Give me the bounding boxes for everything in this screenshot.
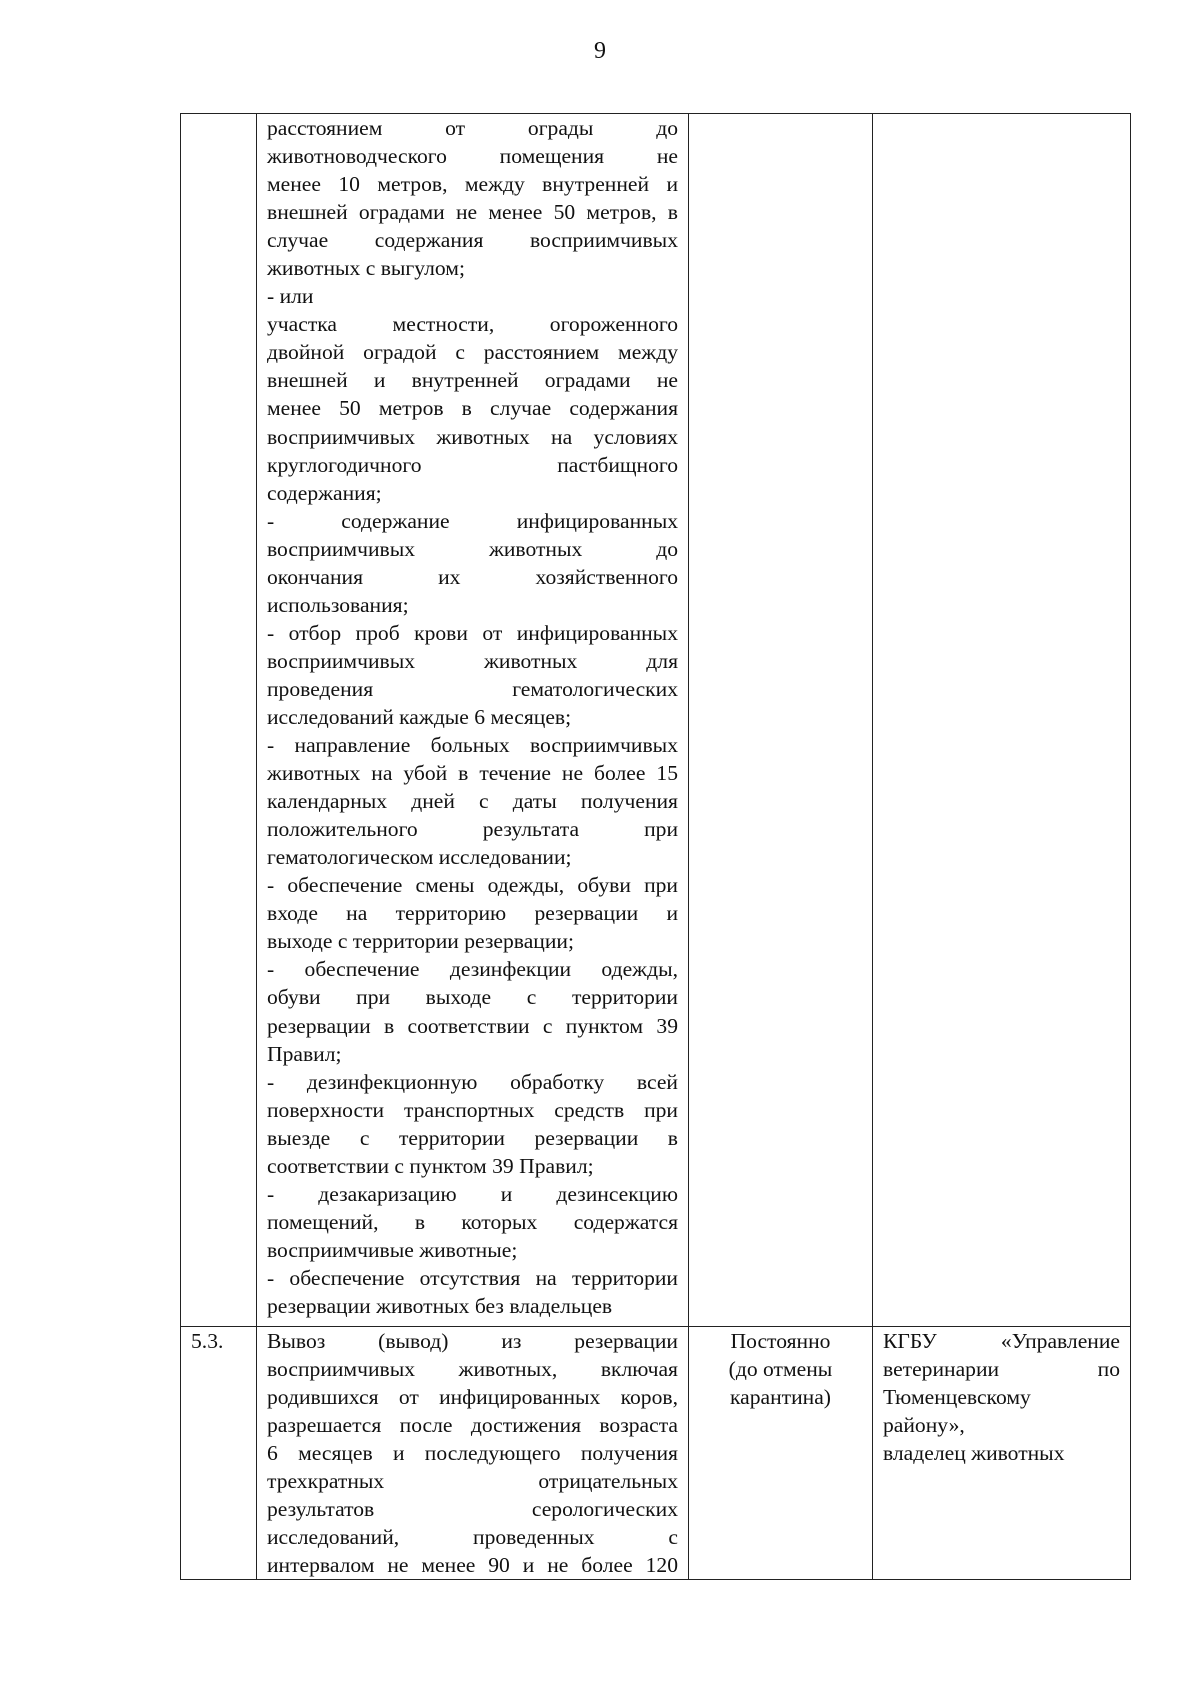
text-line: восприимчивых животных для xyxy=(267,648,678,673)
text-line: расстоянием от ограды до xyxy=(267,116,678,140)
text-line: - дезинфекционную обработку всей xyxy=(267,1069,678,1094)
text-line: менее 50 метров в случае содержания xyxy=(267,396,678,421)
text-line: резервации в соответствии с пунктом 39 xyxy=(267,1013,678,1038)
text-line: исследований каждые 6 месяцев; xyxy=(267,704,572,729)
text-line: участка местности, огороженного xyxy=(267,312,678,337)
text-line: восприимчивых животных до xyxy=(267,536,678,561)
text-line: 6 месяцев и последующего получения xyxy=(267,1441,678,1466)
responsible-line: ветеринарии по xyxy=(883,1357,1120,1382)
table-row xyxy=(181,114,1131,1327)
text-line: трехкратных отрицательных xyxy=(267,1469,678,1494)
text-line: восприимчивые животные; xyxy=(267,1237,518,1262)
term-line: карантина) xyxy=(729,1385,831,1410)
measures-table xyxy=(180,113,1131,1580)
responsible-cell xyxy=(873,114,1131,1327)
text-line: положительного результата при xyxy=(267,817,678,842)
text-line: содержания; xyxy=(267,480,382,505)
text-line: - направление больных восприимчивых xyxy=(267,733,678,758)
text-line: - отбор проб крови от инфицированных xyxy=(267,620,678,645)
responsible-line: владелец животных xyxy=(883,1441,1065,1466)
text-line: животноводческого помещения не xyxy=(267,144,678,169)
term-cell xyxy=(689,114,873,1327)
term-line: (до отмены xyxy=(728,1357,833,1382)
text-line: восприимчивых животных, включая xyxy=(267,1357,678,1382)
text-line: животных с выгулом; xyxy=(267,256,465,281)
text-line: менее 10 метров, между внутренней и xyxy=(267,172,678,197)
text-line: восприимчивых животных на условиях xyxy=(267,424,678,449)
text-line: поверхности транспортных средств при xyxy=(267,1097,678,1122)
text-line: резервации животных без владельцев xyxy=(267,1293,613,1318)
text-line: обуви при выходе с территории xyxy=(267,985,678,1010)
text-line: выезде с территории резервации в xyxy=(267,1125,678,1150)
text-line: двойной оградой с расстоянием между xyxy=(267,340,678,365)
responsible-line: Тюменцевскому xyxy=(883,1385,1031,1410)
text-line: выходе с территории резервации; xyxy=(267,929,574,954)
text-line: родившихся от инфицированных коров, xyxy=(267,1385,678,1410)
responsible-line: КГБУ «Управление xyxy=(883,1329,1120,1353)
text-line: календарных дней с даты получения xyxy=(267,789,678,814)
term-cell xyxy=(689,1327,873,1580)
text-line: - содержание инфицированных xyxy=(267,508,678,533)
table-row xyxy=(181,1327,1131,1580)
term-line: Постоянно xyxy=(730,1329,831,1353)
text-line: внешней и внутренней оградами не xyxy=(267,368,678,393)
item-number-cell xyxy=(181,114,257,1327)
text-line: круглогодичного пастбищного xyxy=(267,452,678,477)
text-line: внешней оградами не менее 50 метров, в xyxy=(267,200,678,225)
text-line: - обеспечение смены одежды, обуви при xyxy=(267,873,678,898)
text-line: случае содержания восприимчивых xyxy=(267,228,678,253)
text-line: животных на убой в течение не более 15 xyxy=(267,761,678,786)
text-line: использования; xyxy=(267,592,409,617)
text-line: помещений, в которых содержатся xyxy=(267,1209,678,1234)
responsible-cell xyxy=(873,1327,1131,1580)
text-line: разрешается после достижения возраста xyxy=(267,1413,678,1438)
text-line: Вывоз (вывод) из резервации xyxy=(267,1329,678,1353)
text-line: гематологическом исследовании; xyxy=(267,845,572,870)
measure-text-cell xyxy=(257,114,689,1327)
text-line: исследований, проведенных с xyxy=(267,1525,678,1550)
text-line: входе на территорию резервации и xyxy=(267,901,678,926)
measure-text-cell xyxy=(257,1327,689,1580)
item-number-cell: 5.3. xyxy=(181,1327,257,1580)
text-line: - дезакаризацию и дезинсекцию xyxy=(267,1181,678,1206)
text-line: соответствии с пунктом 39 Правил; xyxy=(267,1153,594,1178)
text-line: - обеспечение дезинфекции одежды, xyxy=(267,957,678,982)
text-line: результатов серологических xyxy=(267,1497,678,1522)
text-line: Правил; xyxy=(267,1041,342,1066)
responsible-line: району», xyxy=(883,1413,965,1438)
text-line: окончания их хозяйственного xyxy=(267,564,678,589)
text-line: - обеспечение отсутствия на территории xyxy=(267,1265,678,1290)
text-line: - или xyxy=(267,284,314,309)
text-line: интервалом не менее 90 и не более 120 xyxy=(267,1553,678,1578)
page-number: 9 xyxy=(594,38,606,64)
text-line: проведения гематологических xyxy=(267,676,678,701)
